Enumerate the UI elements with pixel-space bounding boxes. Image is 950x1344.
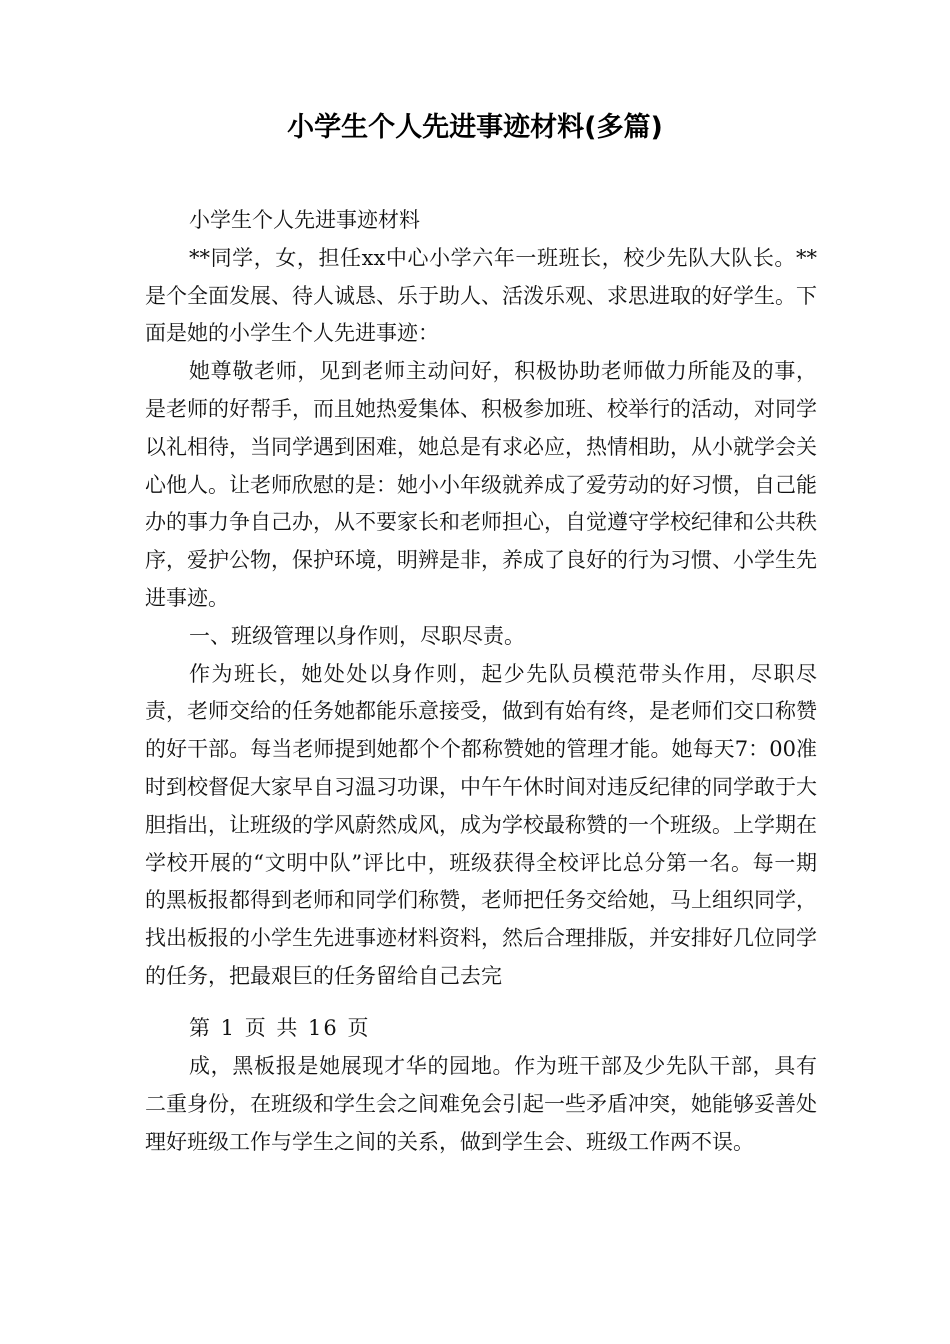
paragraph-intro: **同学，女，担任xx中心小学六年一班班长，校少先队大队长。**是个全面发展、待人诚恳、乐于助人、活泼乐观、求思进取的好学生。下面是她的小学生个人先进事迹：	[145, 245, 817, 346]
document-title: 小学生个人先进事迹材料(多篇)	[287, 112, 663, 143]
paragraph-continuation: 成，黑板报是她展现才华的园地。作为班干部及少先队干部，具有二重身份，在班级和学生会之间难免会引起一些矛盾冲突，她能够妥善处理好班级工作与学生之间的关系，做到学生会、班级工作两不误。	[145, 1054, 817, 1154]
paragraph-respect: 她尊敬老师，见到老师主动问好，积极协助老师做力所能及的事，是老师的好帮手，而且她热爱集体、积极参加班、校举行的活动，对同学以礼相待，当同学遇到困难，她总是有求必应，热情相助，从小就学会关心他人。让老师欣慰的是：她小小年级就养成了爱劳动的好习惯，自己能办的事力争自己办，从不要家长和老师担心，自觉遵守学校纪律和公共秩序，爱护公物，保护环境，明辨是非，养成了良好的行为习惯、小学生先进事迹。	[145, 359, 817, 610]
paragraph-class-management: 作为班长，她处处以身作则，起少先队员模范带头作用，尽职尽责，老师交给的任务她都能乐意接受，做到有始有终，是老师们交口称赞的好干部。每当老师提到她都个个都称赞她的管理才能。她每天7：00准时到校督促大家早自习温习功课，中午午休时间对违反纪律的同学敢于大胆指出，让班级的学风蔚然成风，成为学校最称赞的一个班级。上学期在学校开展的“文明中队”评比中，班级获得全校评比总分第一名。每一期的黑板报都得到老师和同学们称赞，老师把任务交给她，马上组织同学，找出板报的小学生先进事迹材料资料，然后合理排版，并安排好几位同学的任务，把最艰巨的任务留给自己去完	[145, 661, 817, 988]
subsection-heading: 一、班级管理以身作则，尽职尽责。	[189, 623, 525, 648]
document-body	[145, 202, 817, 996]
page-number: 第 1 页 共 16 页	[189, 1016, 371, 1040]
section-heading: 小学生个人先进事迹材料	[189, 208, 420, 232]
document-body-continued	[145, 1048, 817, 1161]
